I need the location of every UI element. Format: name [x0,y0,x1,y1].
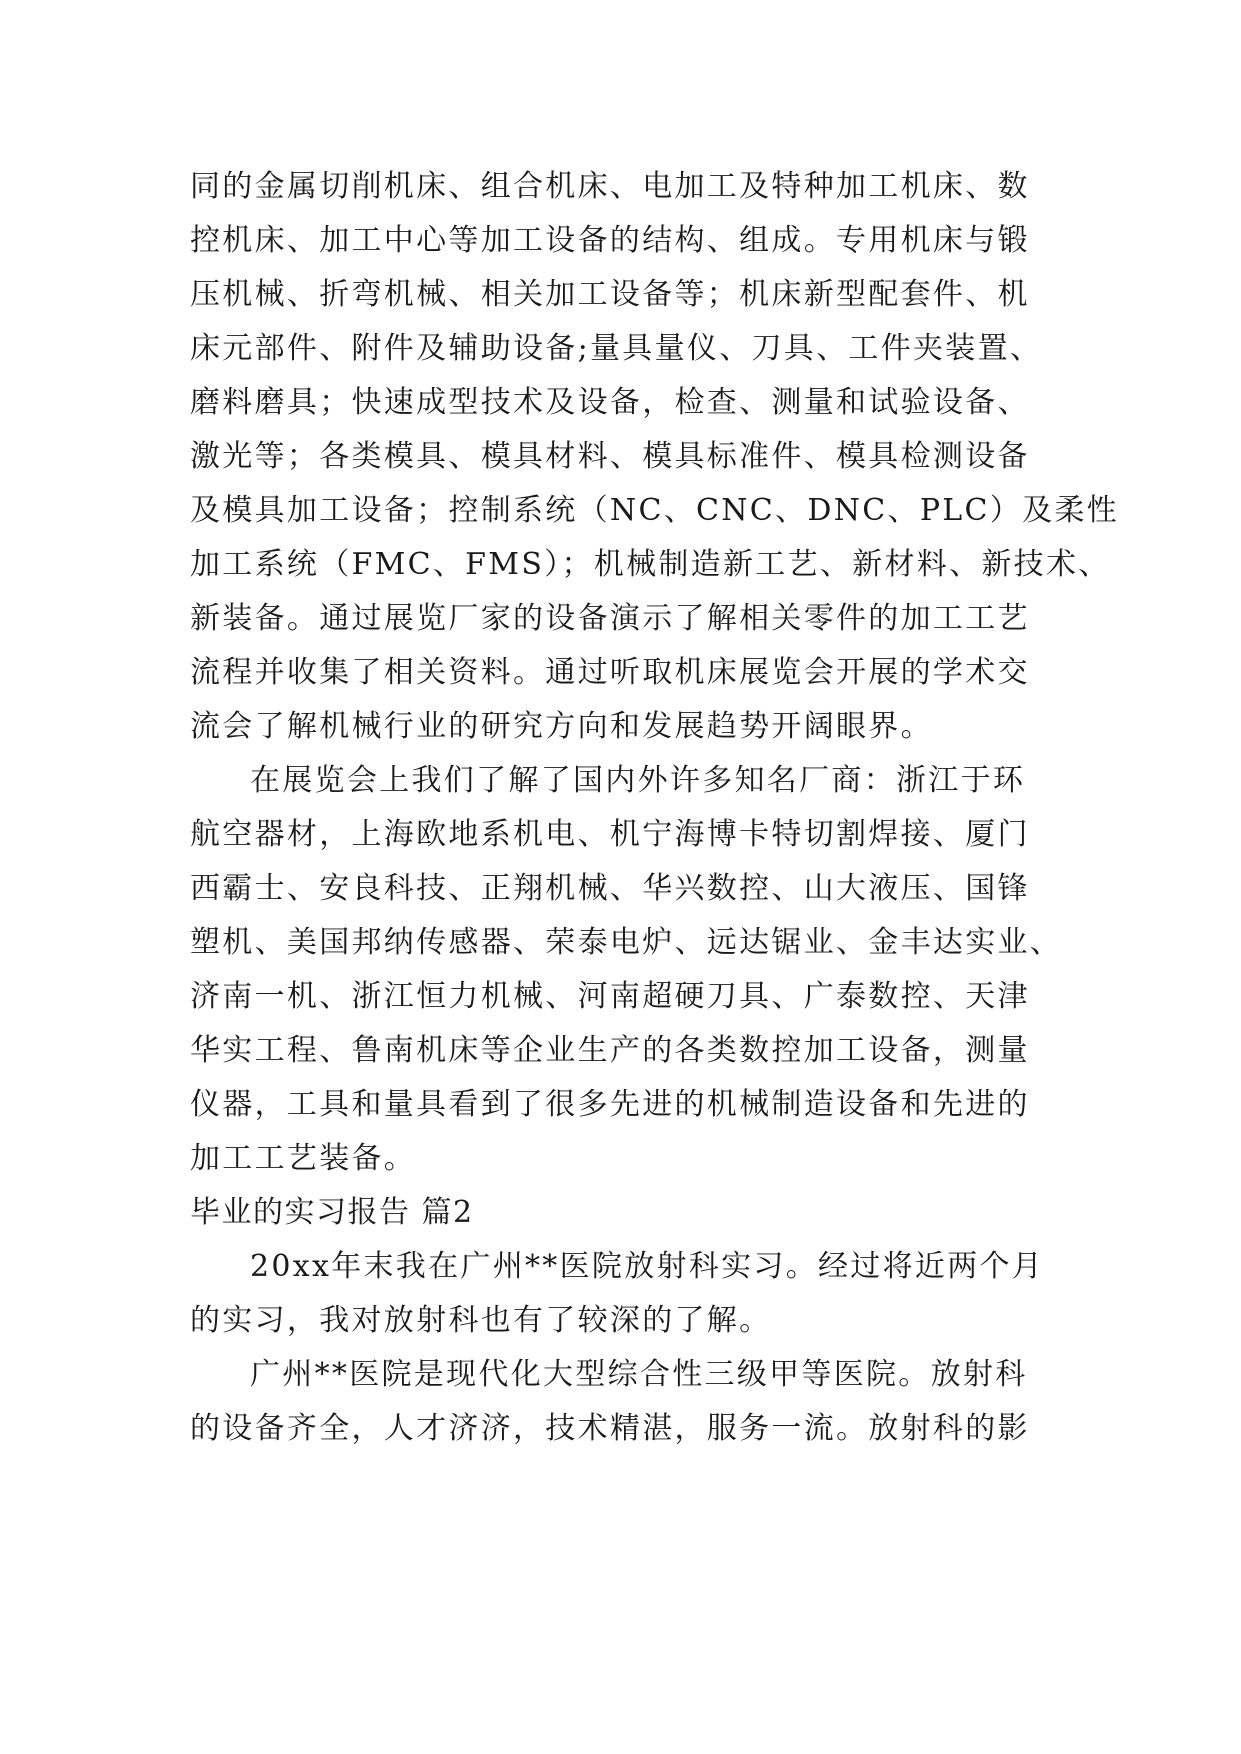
text-line: 西霸士、安良科技、正翔机械、华兴数控、山大液压、国锋 [190,871,1030,906]
text-line: 仪器，工具和量具看到了很多先进的机械制造设备和先进的 [190,1087,1030,1122]
text-line: 加工系统（FMC、FMS）；机械制造新工艺、新材料、新技术、 [190,547,1111,582]
paragraph-first-line: 广州**医院是现代化大型综合性三级甲等医院。放射科 [250,1357,1028,1392]
text-line: 及模具加工设备；控制系统（NC、CNC、DNC、PLC）及柔性 [190,493,1119,528]
text-line: 塑机、美国邦纳传感器、荣泰电炉、远达锯业、金丰达实业、 [190,925,1063,960]
paragraph-first-line: 在展览会上我们了解了国内外许多知名厂商：浙江于环 [250,763,1026,798]
text-line: 同的金属切削机床、组合机床、电加工及特种加工机床、数 [190,169,1030,204]
text-line: 激光等；各类模具、模具材料、模具标准件、模具检测设备 [190,439,1030,474]
text-line: 控机床、加工中心等加工设备的结构、组成。专用机床与锻 [190,223,1030,258]
text-line: 磨料磨具；快速成型技术及设备，检查、测量和试验设备、 [190,385,1030,420]
text-line: 华实工程、鲁南机床等企业生产的各类数控加工设备，测量 [190,1033,1030,1068]
text-line: 流会了解机械行业的研究方向和发展趋势开阔眼界。 [190,709,933,744]
text-line: 流程并收集了相关资料。通过听取机床展览会开展的学术交 [190,655,1030,690]
text-line: 济南一机、浙江恒力机械、河南超硬刀具、广泰数控、天津 [190,979,1030,1014]
text-line: 床元部件、附件及辅助设备;量具量仪、刀具、工件夹装置、 [190,331,1043,366]
text-line: 加工工艺装备。 [190,1141,417,1176]
paragraph-first-line: 20xx年末我在广州**医院放射科实习。经过将近两个月 [250,1249,1045,1284]
text-line: 压机械、折弯机械、相关加工设备等；机床新型配套件、机 [190,277,1030,312]
text-line: 新装备。通过展览厂家的设备演示了解相关零件的加工工艺 [190,601,1030,636]
text-line: 的实习，我对放射科也有了较深的了解。 [190,1303,772,1338]
section-heading: 毕业的实习报告 篇2 [190,1195,474,1230]
text-line: 航空器材，上海欧地系机电、机宁海博卡特切割焊接、厦门 [190,817,1030,852]
text-line: 的设备齐全，人才济济，技术精湛，服务一流。放射科的影 [190,1411,1030,1446]
